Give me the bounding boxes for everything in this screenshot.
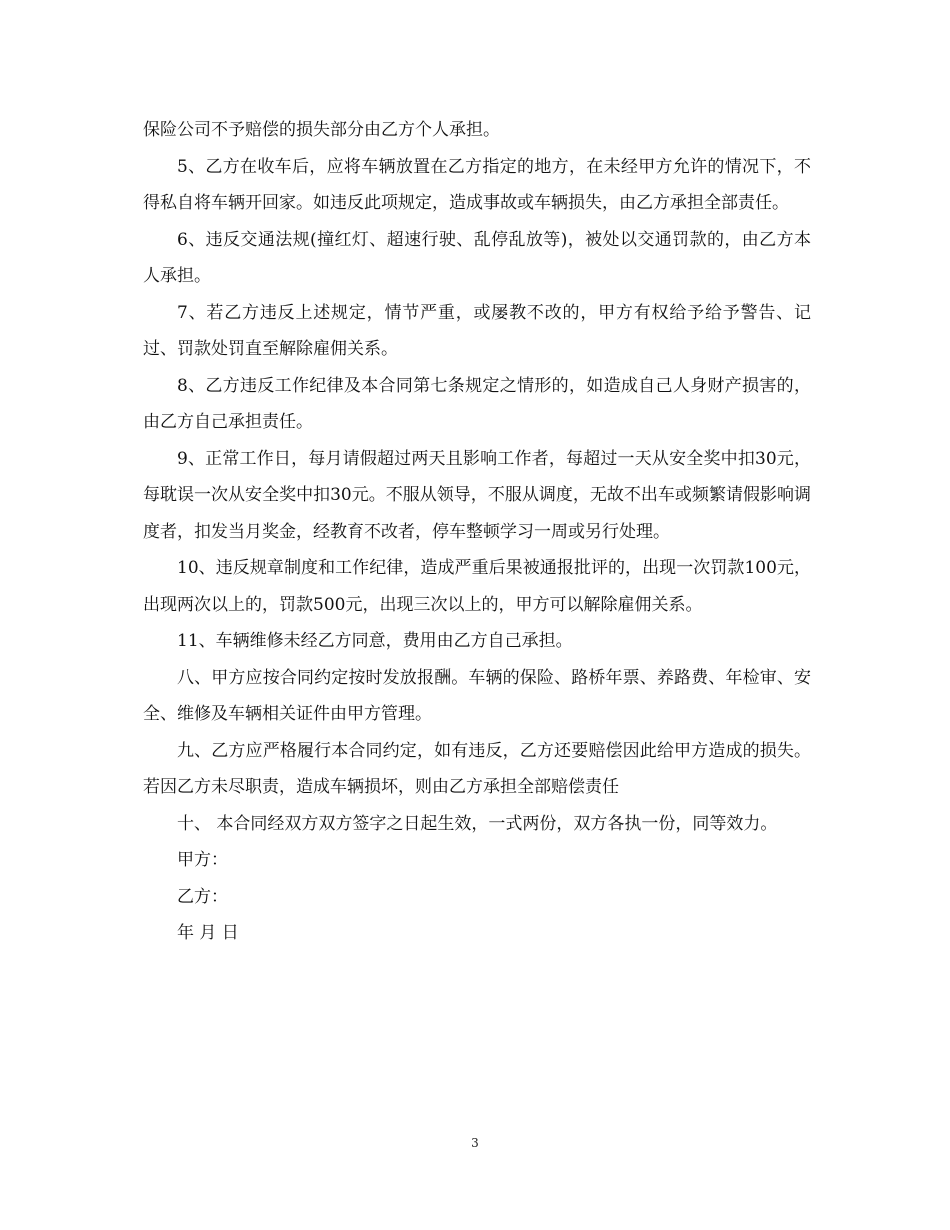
paragraph: 九、乙方应严格履行本合同约定，如有违反，乙方还要赔偿因此给甲方造成的损失。若因乙方未尽职责，造成车辆损坏，则由乙方承担全部赔偿责任 [143,740,811,797]
signature-date: 年 月 日 [177,923,239,943]
paragraph: 八、甲方应按合同约定按时发放报酬。车辆的保险、路桥年票、养路费、年检审、安全、维修及车辆相关证件由甲方管理。 [143,667,811,724]
paragraph: 11、车辆维修未经乙方同意，费用由乙方自己承担。 [177,631,573,651]
signature-party-a: 甲方： [177,850,228,870]
paragraph: 5、乙方在收车后，应将车辆放置在乙方指定的地方，在未经甲方允许的情况下，不得私自将车辆开回家。如违反此项规定，造成事故或车辆损失，由乙方承担全部责任。 [143,156,811,213]
paragraph: 十、 本合同经双方双方签字之日起生效，一式两份，双方各执一份，同等效力。 [177,813,778,834]
paragraph: 保险公司不予赔偿的损失部分由乙方个人承担。 [143,120,500,140]
paragraph: 8、乙方违反工作纪律及本合同第七条规定之情形的，如造成自己人身财产损害的，由乙方自己承担责任。 [143,375,811,432]
paragraph: 9、正常工作日，每月请假超过两天且影响工作者，每超过一天从安全奖中扣30元，每耽误一次从安全奖中扣30元。不服从领导，不服从调度，无故不出车或频繁请假影响调度者，扣发当月奖金，经教育不改者，停车整顿学习一周或另行处理。 [143,448,811,542]
paragraph: 6、违反交通法规(撞红灯、超速行驶、乱停乱放等)，被处以交通罚款的，由乙方本人承担。 [143,229,811,286]
signature-party-b: 乙方： [177,886,228,907]
contract-body [143,112,811,952]
paragraph: 10、违反规章制度和工作纪律，造成严重后果被通报批评的，出现一次罚款100元，出现两次以上的，罚款500元，出现三次以上的，甲方可以解除雇佣关系。 [143,558,811,615]
paragraph: 7、若乙方违反上述规定，情节严重，或屡教不改的，甲方有权给予给予警告、记过、罚款处罚直至解除雇佣关系。 [143,302,811,359]
page-number: 3 [471,1136,479,1150]
